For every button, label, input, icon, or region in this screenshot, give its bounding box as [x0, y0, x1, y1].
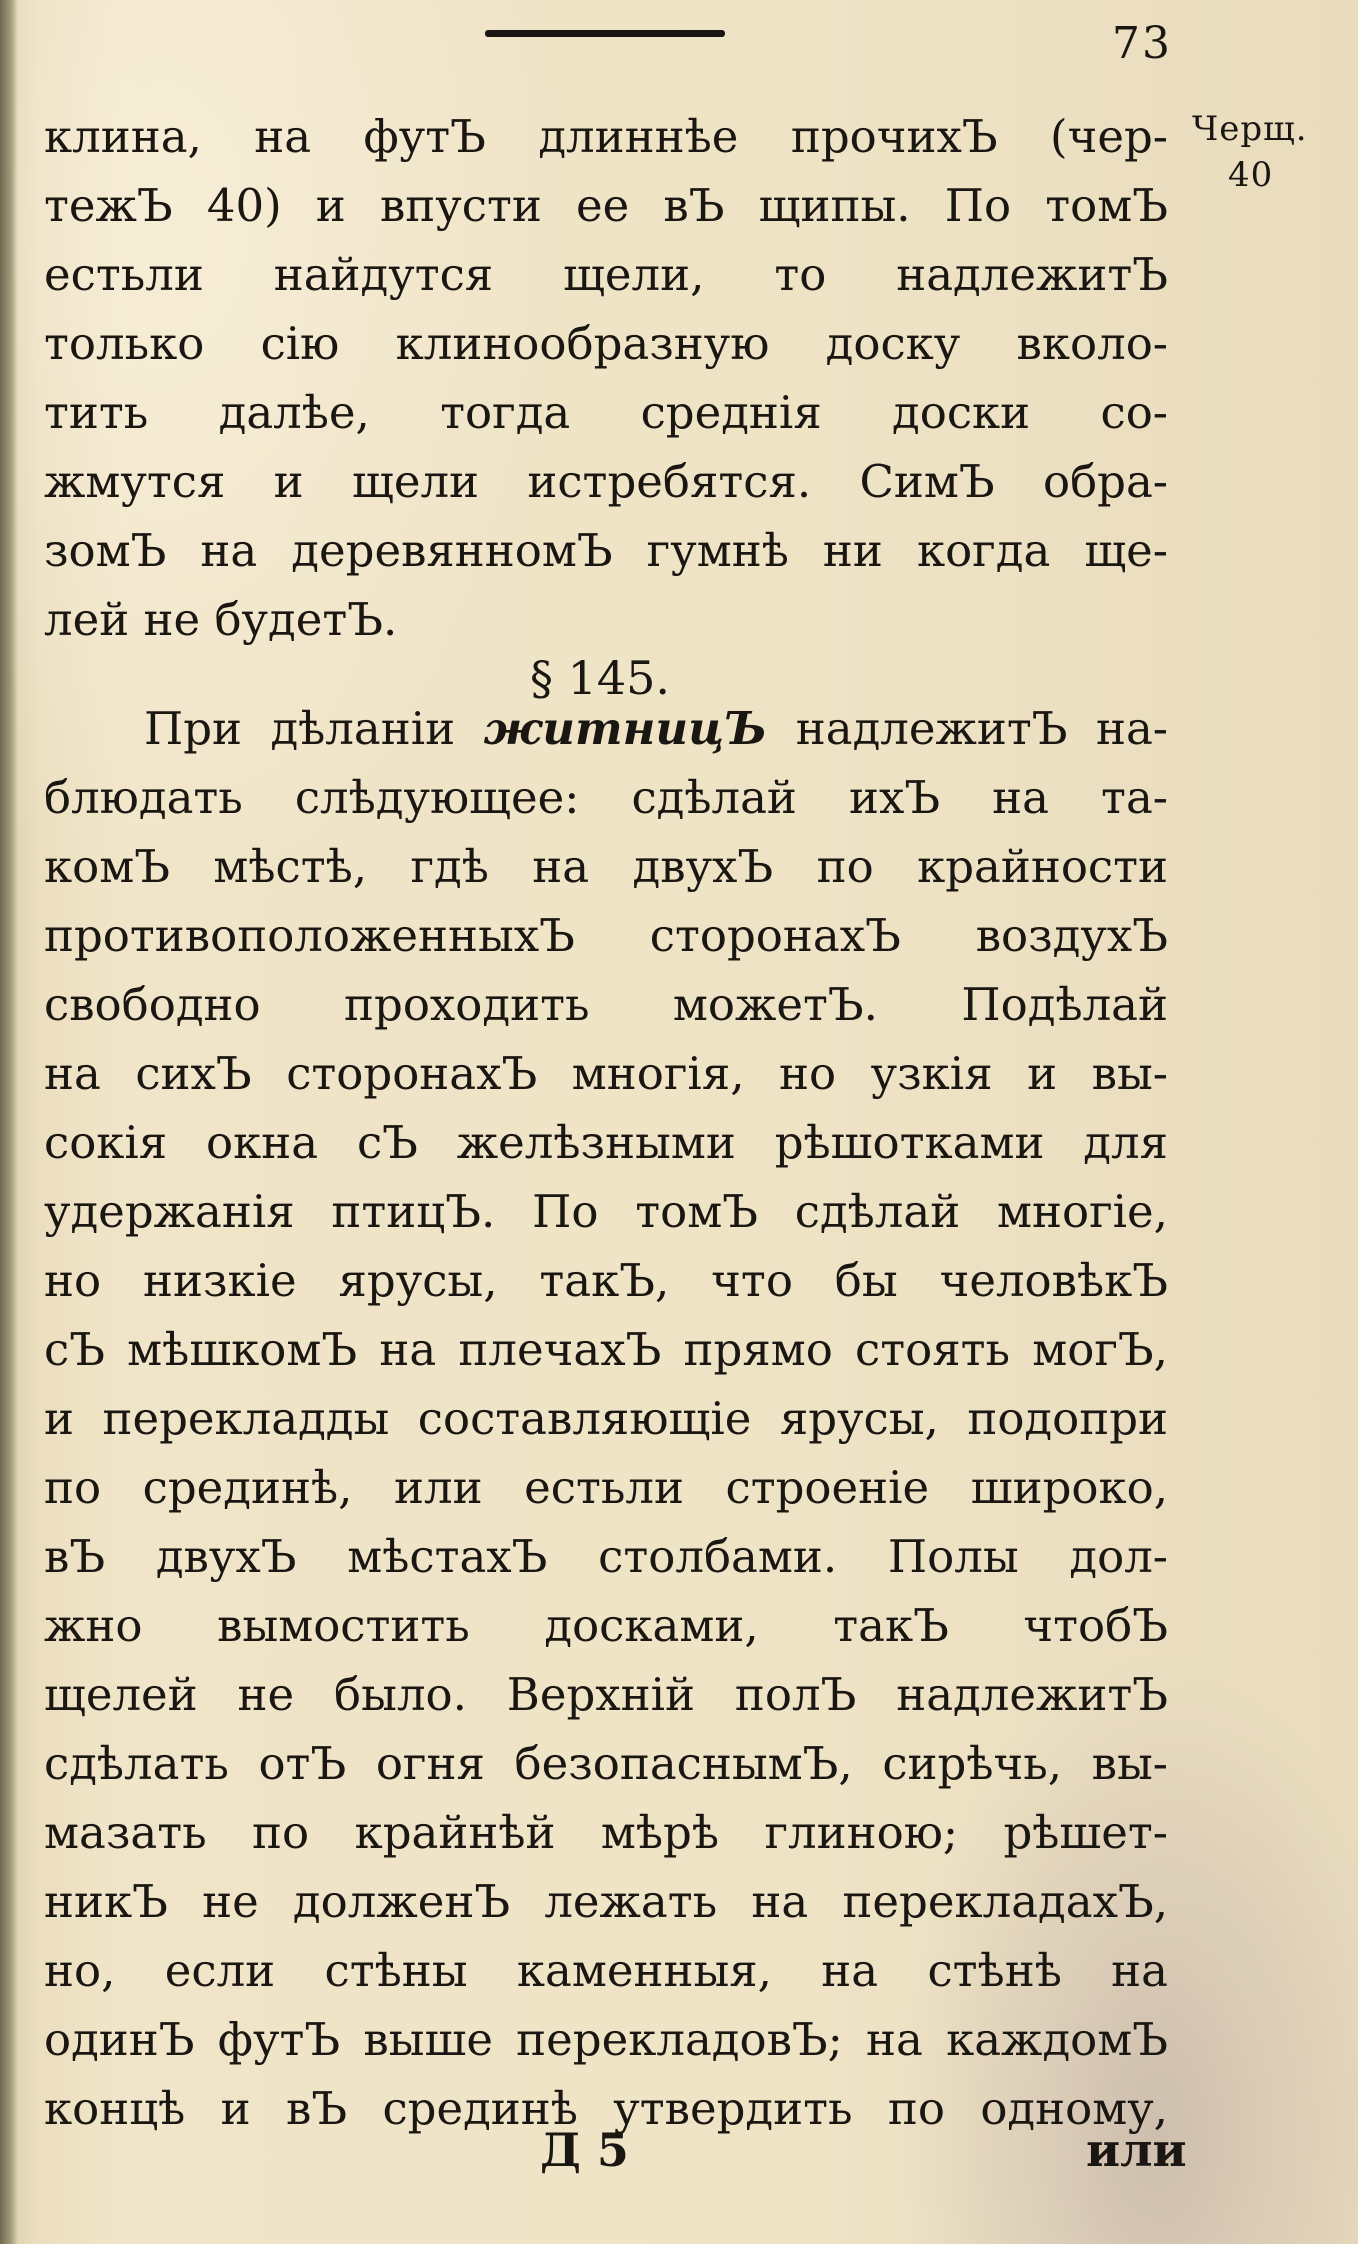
margin-note-number: 40	[1228, 155, 1274, 195]
text-line: жмутся и щели истребятся. СимЪ обра-	[44, 455, 1168, 508]
text-line: свободно проходить можетЪ. Подѣлай	[44, 978, 1168, 1031]
text-line: но низкіе ярусы, такЪ, что бы человѣкЪ	[44, 1254, 1168, 1307]
text-line: сдѣлать отЪ огня безопаснымЪ, сирѣчь, вы-	[44, 1737, 1168, 1790]
catchword: или	[1086, 2123, 1187, 2177]
text-line-first	[44, 694, 1168, 763]
text-line: сЪ мѣшкомЪ на плечахЪ прямо стоять могЪ,	[44, 1323, 1168, 1376]
text-line: сокія окна сЪ желѣзными рѣшотками для	[44, 1116, 1168, 1169]
text-line: никЪ не долженЪ лежать на перекладахЪ,	[44, 1875, 1168, 1928]
text-line: тежЪ 40) и впусти ее вЪ щипы. По томЪ	[44, 179, 1168, 232]
text-line: вЪ двухЪ мѣстахЪ столбами. Полы дол-	[44, 1530, 1168, 1583]
text-line: только сію клинообразную доску вколо-	[44, 317, 1168, 370]
text-line: удержанія птицЪ. По томЪ сдѣлай многіе,	[44, 1185, 1168, 1238]
text-run: надлежитЪ на-	[767, 702, 1168, 755]
text-line: клина, на футЪ длиннѣе прочихЪ (чер-	[44, 110, 1168, 163]
text-line: щелей не было. Верхній полЪ надлежитЪ	[44, 1668, 1168, 1721]
signature-mark: Д 5	[540, 2123, 629, 2177]
italic-term: житницЪ	[483, 702, 768, 755]
text-line: естьли найдутся щели, то надлежитЪ	[44, 248, 1168, 301]
text-run: При дѣланіи	[144, 702, 484, 755]
margin-note-label: Черщ.	[1192, 109, 1308, 149]
text-line: жно вымостить досками, такЪ чтобЪ	[44, 1599, 1168, 1652]
section-heading: § 145.	[530, 651, 671, 705]
text-line: тить далѣе, тогда среднія доски со-	[44, 386, 1168, 439]
page-number: 73	[1112, 18, 1172, 69]
header-rule	[485, 30, 725, 37]
text-line: на сихЪ сторонахЪ многія, но узкія и вы-	[44, 1047, 1168, 1100]
paragraph-2	[44, 694, 1168, 2143]
text-line: лей не будетЪ.	[44, 593, 398, 646]
text-line: зомЪ на деревянномЪ гумнѣ ни когда ще-	[44, 524, 1168, 577]
text-line: но, если стѣны каменныя, на стѣнѣ на	[44, 1944, 1168, 1997]
text-line: блюдать слѣдующее: сдѣлай ихЪ на та-	[44, 771, 1168, 824]
text-line: противоположенныхЪ сторонахЪ воздухЪ	[44, 909, 1168, 962]
text-line: по срединѣ, или естьли строеніе широко,	[44, 1461, 1168, 1514]
text-line: мазать по крайнѣй мѣрѣ глиною; рѣшет-	[44, 1806, 1168, 1859]
page-binding-edge	[0, 0, 18, 2244]
text-line: и перекладды составляющіе ярусы, подопри	[44, 1392, 1168, 1445]
text-line: одинЪ футЪ выше перекладовЪ; на каждомЪ	[44, 2013, 1168, 2066]
text-line: концѣ и вЪ срединѣ утвердить по одному,	[44, 2082, 1168, 2135]
paragraph-1	[44, 102, 1168, 654]
text-line: комЪ мѣстѣ, гдѣ на двухЪ по крайности	[44, 840, 1168, 893]
